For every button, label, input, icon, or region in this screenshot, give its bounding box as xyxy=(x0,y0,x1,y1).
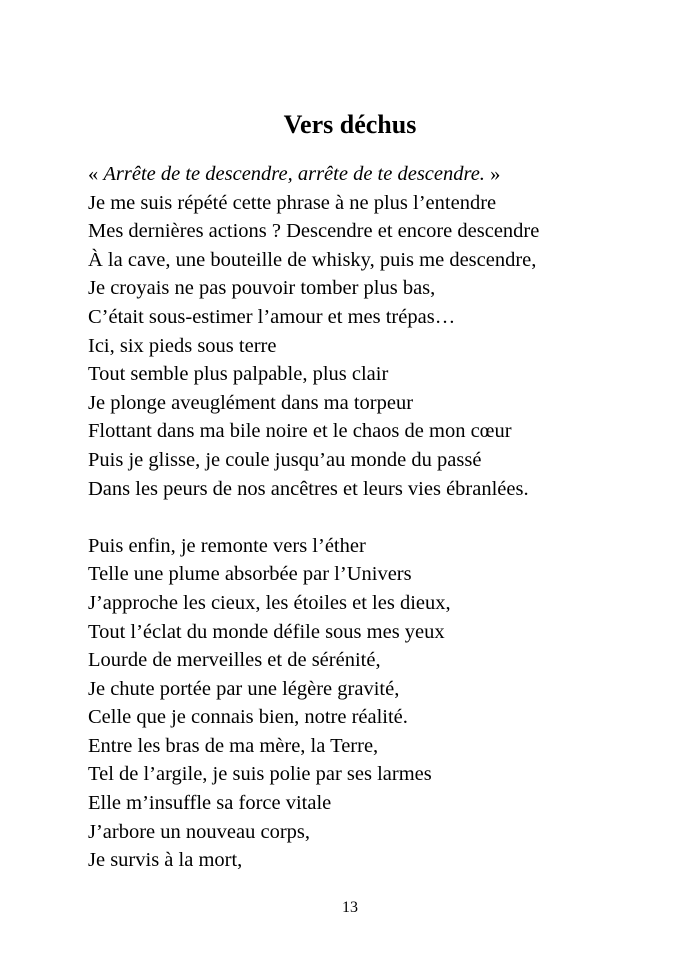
poem-body xyxy=(88,160,678,875)
quote-close-mark: » xyxy=(484,163,501,185)
poem-line: Je chute portée par une légère gravité, xyxy=(88,677,400,700)
poem-line: Ici, six pieds sous terre xyxy=(88,334,277,357)
poem-line: Lourde de merveilles et de sérénité, xyxy=(88,649,381,672)
poem-line: Entre les bras de ma mère, la Terre, xyxy=(88,734,379,757)
poem-line: Je survis à la mort, xyxy=(88,849,243,872)
poem-line: Puis je glisse, je coule jusqu’au monde du passé xyxy=(88,448,482,471)
poem-line: Tout semble plus palpable, plus clair xyxy=(88,363,389,386)
quote-text: Arrête de te descendre, arrête de te descendre. xyxy=(103,163,485,185)
poem-line: Tel de l’argile, je suis polie par ses larmes xyxy=(88,763,432,786)
poem-line: Mes dernières actions ? Descendre et encore descendre xyxy=(88,220,540,243)
stanza-gap xyxy=(88,503,678,532)
poem-line: Puis enfin, je remonte vers l’éther xyxy=(88,534,366,557)
poem-line: J’arbore un nouveau corps, xyxy=(88,820,311,843)
poem-line: Celle que je connais bien, notre réalité. xyxy=(88,706,408,729)
poem-title: Vers déchus xyxy=(283,110,417,139)
poem-line: Je me suis répété cette phrase à ne plus l’entendre xyxy=(88,191,497,214)
poem-line: Je plonge aveuglément dans ma torpeur xyxy=(88,391,414,414)
poem-line: Tout l’éclat du monde défile sous mes yeux xyxy=(88,620,445,643)
poem-line-quote xyxy=(88,160,678,189)
stanza-1 xyxy=(88,160,678,503)
poem-line: À la cave, une bouteille de whisky, puis me descendre, xyxy=(88,248,537,271)
poem-line: J’approche les cieux, les étoiles et les dieux, xyxy=(88,591,451,614)
quote-open-mark: « xyxy=(88,163,104,185)
poem-line: Dans les peurs de nos ancêtres et leurs vies ébranlées. xyxy=(88,477,529,500)
page-number: 13 xyxy=(342,899,358,916)
poem-line: Flottant dans ma bile noire et le chaos de mon cœur xyxy=(88,420,512,443)
poem-line: Je croyais ne pas pouvoir tomber plus bas, xyxy=(88,277,436,300)
poem-line: Telle une plume absorbée par l’Univers xyxy=(88,563,412,586)
poem-line: C’était sous-estimer l’amour et mes trépas… xyxy=(88,305,456,328)
stanza-2 xyxy=(88,532,678,875)
poem-line: Elle m’insuffle sa force vitale xyxy=(88,792,332,815)
